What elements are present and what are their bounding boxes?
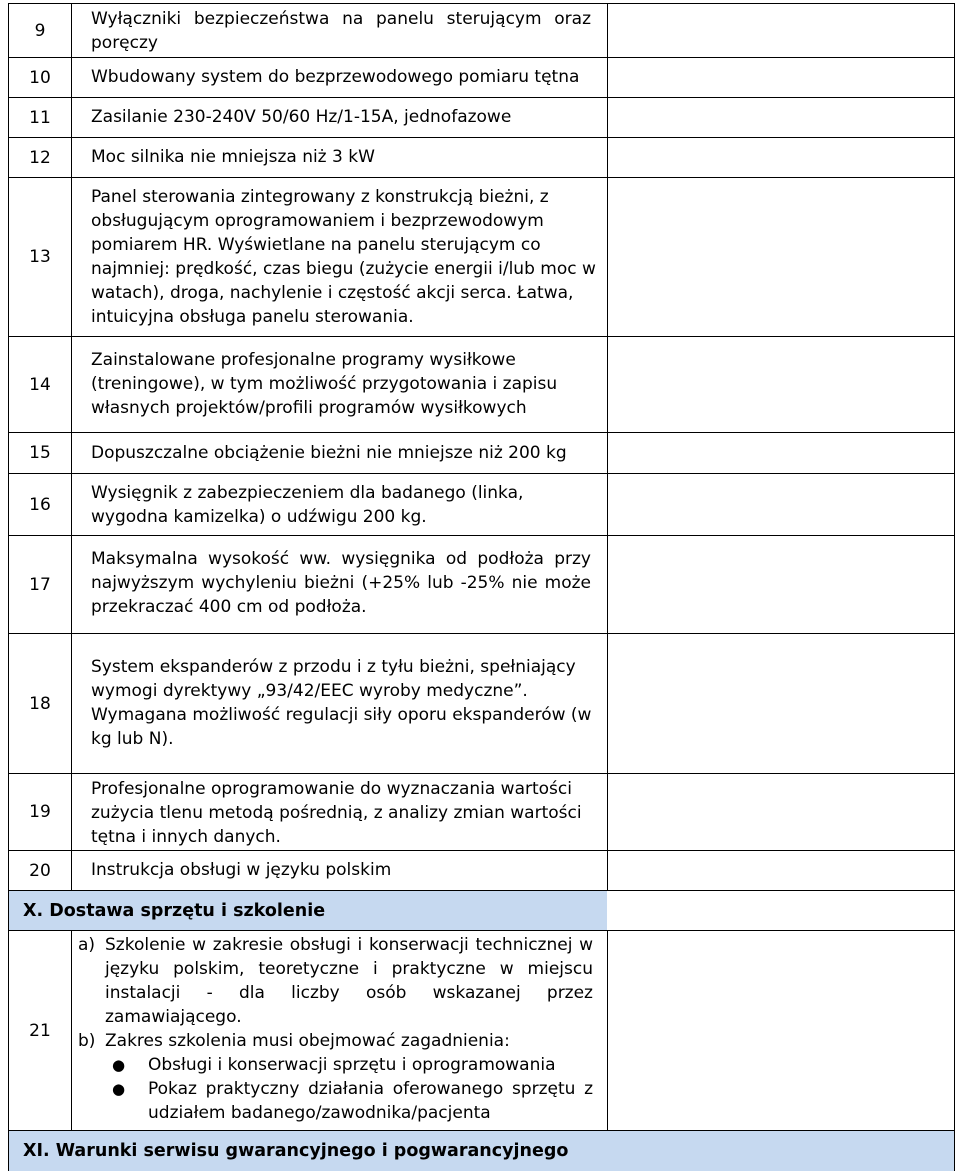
row-description: Zasilanie 230-240V 50/60 Hz/1-15A, jednofazowe (91, 107, 512, 127)
row-line-9 (8, 57, 955, 58)
row-line-16 (8, 535, 955, 536)
row-number: 15 (29, 443, 51, 463)
row-description: Wbudowany system do bezprzewodowego pomiaru tętna (91, 67, 580, 87)
row-number: 10 (29, 67, 51, 88)
row-number: 12 (29, 147, 51, 168)
row-line-14 (8, 432, 955, 433)
row-description: Panel sterowania zintegrowany z konstrukcją bieżni, z obsługującym oprogramowaniem i bezprzewodowym pomiarem HR. Wyświetlane na panelu sterującym co najmniej: prędkość, czas biegu (zużycie energii i/lub moc w watach), droga, nachylenie i częstość akcji serca. Łatwa, intuicyjna obsługa panelu sterowania. (91, 187, 596, 327)
row-description: Profesjonalne oprogramowanie do wyznaczania wartości zużycia tlenu metodą pośrednią, z analizy zmian wartości tętna i innych danych. (91, 779, 582, 847)
row-line-19 (8, 850, 955, 851)
list-item-b (78, 1029, 593, 1053)
bullet-text: Pokaz praktyczny działania oferowanego sprzętu z udziałem badanego/zawodnika/pacjenta (148, 1079, 593, 1123)
row-number: 20 (29, 860, 51, 881)
bullet-icon: ● (112, 1080, 126, 1098)
column-divider-number-21 (71, 930, 72, 1131)
bullet-item (112, 1053, 593, 1077)
list-text: Szkolenie w zakresie obsługi i konserwacji technicznej w języku polskim, teoretyczne i praktyczne w miejscu instalacji - dla liczby osób wskazanej przez zamawiającego. (105, 935, 593, 1027)
row-line-11 (8, 137, 955, 138)
row-line-15 (8, 473, 955, 474)
table-border-right (954, 3, 955, 1171)
row-description: Dopuszczalne obciążenie bieżni nie mniejsze niż 200 kg (91, 443, 567, 463)
section-header-xi (9, 1131, 954, 1171)
row-number: 19 (29, 802, 51, 822)
row-description: Moc silnika nie mniejsza niż 3 kW (91, 147, 375, 167)
row-number: 17 (29, 574, 51, 595)
row-line-section-x (8, 930, 955, 931)
training-list (78, 933, 593, 1125)
row-description: Wysięgnik z zabezpieczeniem dla badanego (linka, wygodna kamizelka) o udźwigu 200 kg. (91, 483, 524, 527)
section-header-x (9, 891, 607, 930)
list-label: b) (78, 1031, 96, 1051)
row-description: Zainstalowane profesjonalne programy wysiłkowe (treningowe), w tym możliwość przygotowania i zapisu własnych projektów/profili programów wysiłkowych (91, 350, 558, 418)
list-text: Zakres szkolenia musi obejmować zagadnienia: (105, 1031, 510, 1051)
row-line-18 (8, 773, 955, 774)
section-title-x: X. Dostawa sprzętu i szkolenie (23, 900, 326, 921)
row-line-12 (8, 177, 955, 178)
bullet-text: Obsługi i konserwacji sprzętu i oprogramowania (148, 1055, 556, 1075)
row-line-10 (8, 97, 955, 98)
row-description: Wyłączniki bezpieczeństwa na panelu sterującym oraz poręczy (91, 9, 591, 53)
row-number: 16 (29, 494, 51, 515)
list-item-a (78, 933, 593, 1029)
row-number: 9 (34, 20, 46, 41)
column-divider-offer-21 (607, 930, 608, 1131)
row-line-top (8, 3, 955, 4)
section-title-xi: XI. Warunki serwisu gwarancyjnego i pogwarancyjnego (23, 1141, 569, 1161)
row-number: 11 (29, 107, 51, 128)
row-number: 14 (29, 374, 51, 395)
row-line-17 (8, 633, 955, 634)
row-number: 21 (29, 1020, 51, 1041)
bullet-icon: ● (112, 1056, 126, 1074)
row-description: Instrukcja obsługi w języku polskim (91, 860, 392, 880)
list-label: a) (78, 935, 96, 955)
row-description: System ekspanderów z przodu i z tyłu bieżni, spełniający wymogi dyrektywy „93/42/EEC wyroby medyczne”. Wymagana możliwość regulacji siły oporu ekspanderów (w kg lub N). (91, 657, 592, 749)
bullet-item (112, 1077, 593, 1125)
row-description: Maksymalna wysokość ww. wysięgnika od podłoża przy najwyższym wychyleniu bieżni (+25% lub -25% nie może przekraczać 400 cm od podłoża. (91, 549, 591, 617)
row-line-13 (8, 336, 955, 337)
row-number: 18 (29, 693, 51, 714)
row-number: 13 (29, 247, 51, 267)
